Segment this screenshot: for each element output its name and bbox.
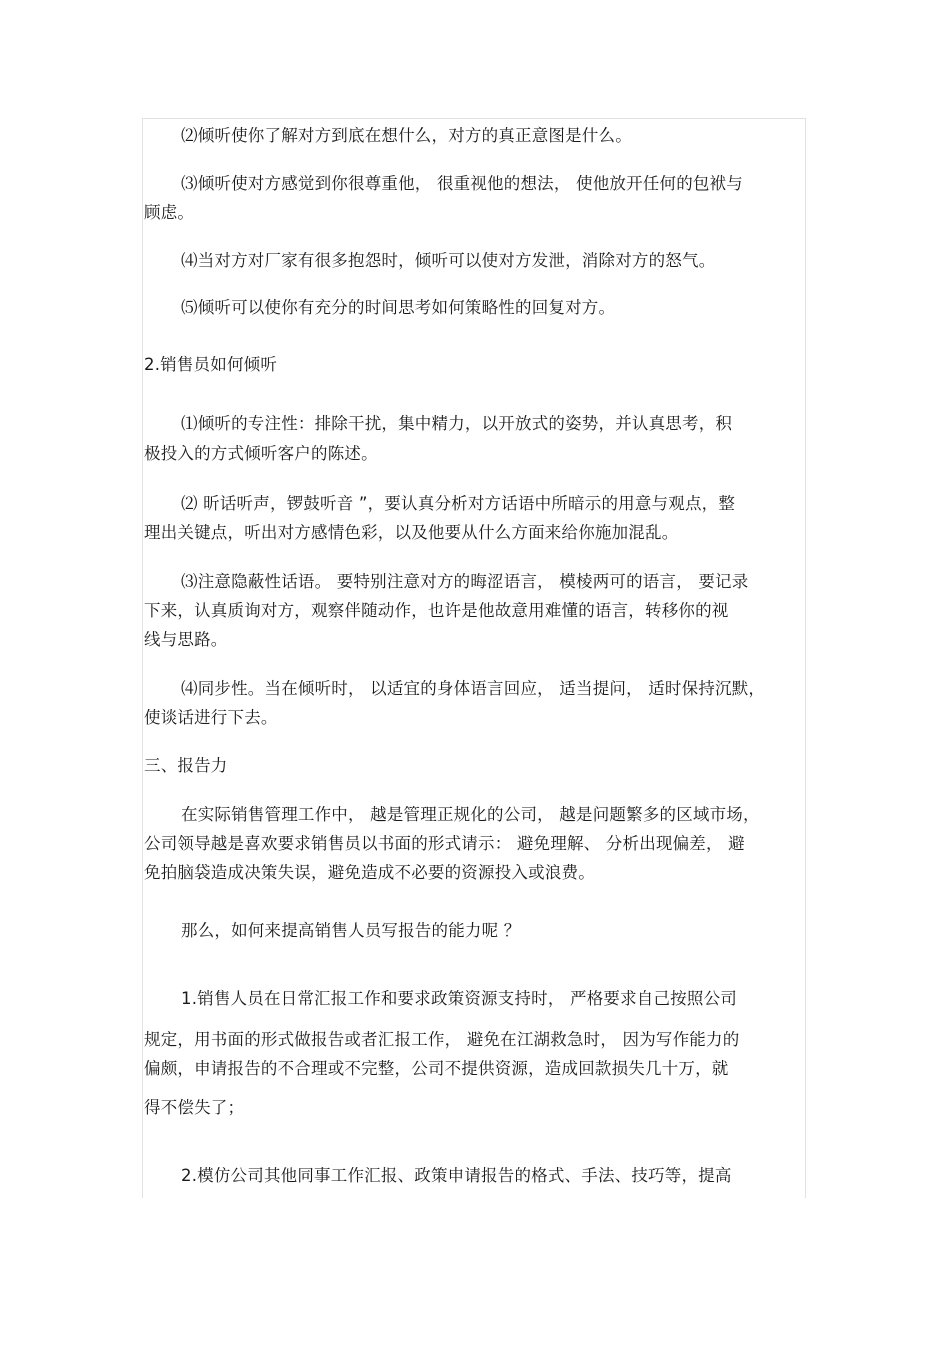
paragraph-reporting-line3: 免拍脑袋造成决策失误，避免造成不必要的资源投入或浪费。	[144, 863, 595, 882]
paragraph-point1-line1: 1.销售人员在日常汇报工作和要求政策资源支持时， 严格要求自己按照公司	[181, 989, 737, 1008]
paragraph-listening-complaints: ⑷当对方对厂家有很多抱怨时，倾听可以使对方发泄，消除对方的怒气。	[181, 251, 716, 270]
paragraph-focus-line1: ⑴倾听的专注性：排除干扰，集中精力，以开放式的姿势，并认真思考，积	[181, 414, 733, 433]
paragraph-point1-line2: 规定，用书面的形式做报告或者汇报工作， 避免在江湖救急时， 因为写作能力的	[144, 1030, 740, 1049]
paragraph-reporting-line1: 在实际销售管理工作中， 越是管理正规化的公司， 越是问题繁多的区域市场，	[181, 805, 760, 824]
paragraph-point1-line4: 得不偿失了；	[144, 1098, 245, 1117]
paragraph-listening-time: ⑸倾听可以使你有充分的时间思考如何策略性的回复对方。	[181, 298, 616, 317]
paragraph-sync-line1: ⑷同步性。当在倾听时， 以适宜的身体语言回应， 适当提问， 适时保持沉默，	[181, 679, 766, 698]
paragraph-hidden-words-line1: ⑶注意隐蔽性话语。 要特别注意对方的晦涩语言， 模棱两可的语言， 要记录	[181, 572, 749, 591]
paragraph-sync-line2: 使谈话进行下去。	[144, 708, 278, 727]
paragraph-point2-line1: 2.模仿公司其他同事工作汇报、政策申请报告的格式、手法、技巧等，提高	[181, 1166, 732, 1185]
paragraph-question: 那么，如何来提高销售人员写报告的能力呢 ？	[181, 921, 521, 940]
paragraph-listening-understand: ⑵倾听使你了解对方到底在想什么，对方的真正意图是什么。	[181, 126, 632, 145]
paragraph-reporting-line2: 公司领导越是喜欢要求销售员以书面的形式请示： 避免理解、 分析出现偏差， 避	[144, 834, 745, 853]
paragraph-gongs-line2: 理出关键点，听出对方感情色彩，以及他要从什么方面来给你施加混乱。	[144, 523, 679, 542]
paragraph-listening-respect-line2: 顾虑。	[144, 203, 195, 222]
paragraph-hidden-words-line2: 下来，认真质询对方，观察伴随动作，也许是他故意用难懂的语言，转移你的视	[144, 601, 729, 620]
section-heading-how-to-listen: 2.销售员如何倾听	[144, 355, 278, 374]
section-heading-reporting: 三、报告力	[144, 756, 228, 775]
paragraph-hidden-words-line3: 线与思路。	[144, 630, 228, 649]
paragraph-listening-respect-line1: ⑶倾听使对方感觉到你很尊重他， 很重视他的想法， 使他放开任何的包袱与	[181, 174, 743, 193]
paragraph-point1-line3: 偏颇，申请报告的不合理或不完整，公司不提供资源，造成回款损失几十万，就	[144, 1059, 729, 1078]
paragraph-gongs-line1: ⑵ 昕话听声，锣鼓听音 ”，要认真分析对方话语中所暗示的用意与观点，整	[181, 494, 736, 513]
paragraph-focus-line2: 极投入的方式倾听客户的陈述。	[144, 444, 378, 463]
